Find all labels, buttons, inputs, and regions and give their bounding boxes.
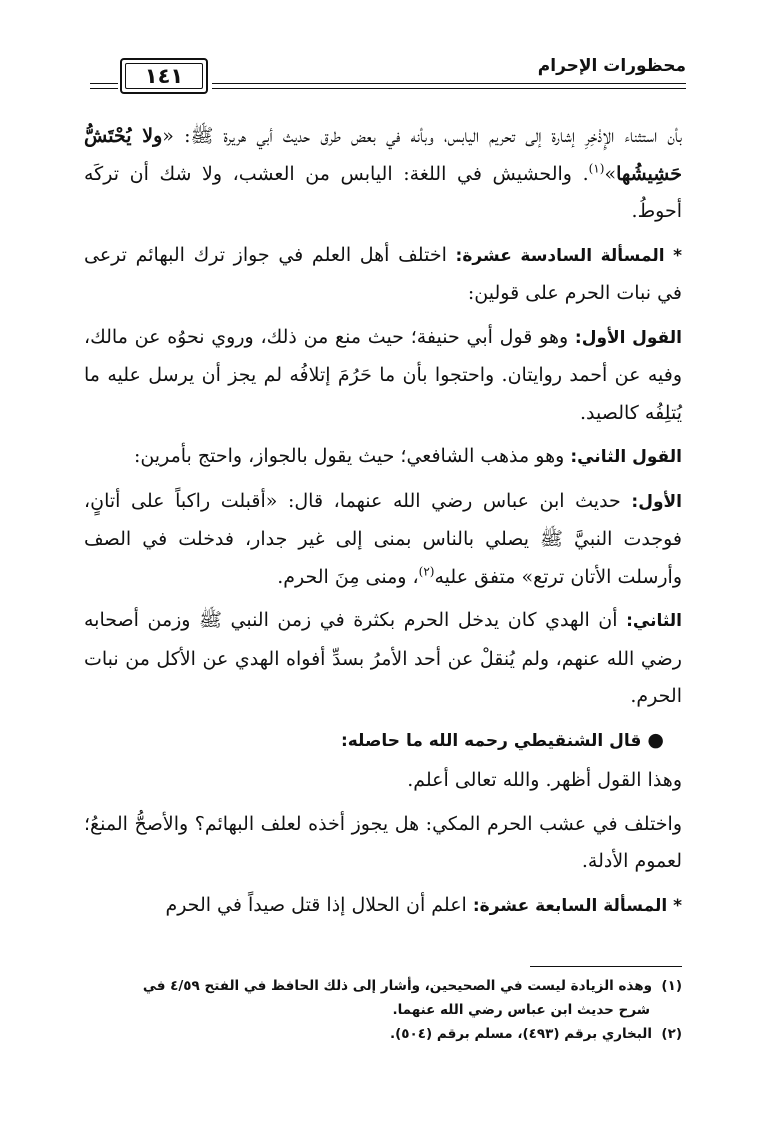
p6-text: أن الهدي كان يدخل الحرم بكثرة في زمن النبي ﷺ وزمن أصحابه رضي الله عنهم، ولم يُنقلْ عن أحد الأمرُ بسدِّ أفواه الهدي عن الأكل من نبات الحرم. — [84, 609, 682, 707]
paragraph-7 — [84, 722, 682, 761]
p1-quote: ولا يُحْتَشُّ حَشِيشُها — [84, 125, 682, 185]
p9-text: واختلف في عشب الحرم المكي: هل يجوز أخذه لعلف البهائم؟ والأصحُّ المنعُ؛ لعموم الأدلة. — [84, 812, 682, 872]
p5-text: حديث ابن عباس رضي الله عنهما، قال: «أقبلت راكباً على أتانٍ، فوجدت النبيَّ ﷺ يصلي بالناس بمنى إلى غير جدار، فدخلت في الصف وأرسلت الأتان ترتع» متفق عليه — [84, 489, 682, 588]
footnote-1-number: (١) — [661, 978, 682, 994]
paragraph-6 — [84, 602, 682, 716]
footnote-ref-2[interactable]: (٢) — [418, 564, 435, 579]
issue-17-heading: * المسألة السابعة عشرة: — [472, 895, 682, 916]
bullet-icon: ● — [647, 728, 664, 751]
p4-text: وهو مذهب الشافعي؛ حيث يقول بالجواز، واحتج بأمرين: — [133, 445, 571, 467]
footnote-separator — [530, 966, 682, 967]
shinqiti-heading: قال الشنقيطي رحمه الله ما حاصله: — [340, 730, 642, 751]
first-proof-heading: الأول: — [631, 491, 682, 512]
p3-text: وهو قول أبي حنيفة؛ حيث منع من ذلك، وروي نحوُه عن مالك، وفيه عن أحمد روايتان. واحتجوا بأن ما حَرُمَ إتلافُه لم يجز أن يرسل عليه ما يُتلِفُه كالصيد. — [84, 325, 682, 424]
footnote-ref-1[interactable]: (١) — [588, 161, 605, 176]
paragraph-5 — [84, 483, 682, 597]
second-opinion-heading: القول الثاني: — [570, 447, 682, 467]
footnote-2-text: البخاري برقم (٤٩٣)، مسلم برقم (٥٠٤). — [389, 1026, 652, 1042]
p8-text: وهذا القول أظهر. والله تعالى أعلم. — [407, 769, 682, 791]
footnote-1-continued — [84, 998, 682, 1022]
header-rule — [212, 83, 686, 84]
paragraph-1 — [84, 118, 682, 231]
issue-16-heading: * المسألة السادسة عشرة: — [455, 245, 682, 266]
p1-quote-close: » — [604, 162, 617, 185]
footnote-1-cont-text: شرح حديث ابن عباس رضي الله عنهما. — [392, 1002, 650, 1018]
footnote-1-text: وهذه الزيادة ليست في الصحيحين، وأشار إلى ذلك الحافظ في الفتح ٤/٥٩ في — [142, 978, 652, 994]
paragraph-10 — [84, 887, 682, 926]
p1-text: بأن استثناء الإِذْخِرِ إشارة إلى تحريم اليابس، وبأنه في بعض طرق حديث أبي هريرة ﷺ: « — [162, 125, 683, 147]
page-header — [86, 58, 686, 98]
footnote-2-number: (٢) — [661, 1026, 682, 1042]
header-rule-left-thin — [90, 88, 118, 89]
header-rule-thin — [212, 88, 686, 89]
footnote-1 — [84, 974, 682, 998]
second-proof-heading: الثاني: — [626, 611, 682, 631]
footnote-2 — [84, 1022, 682, 1046]
main-text — [84, 118, 682, 927]
paragraph-4 — [84, 438, 682, 477]
page-number: ١٤١ — [144, 64, 184, 88]
running-title: محظورات الإحرام — [530, 56, 686, 76]
p10-text: اعلم أن الحلال إذا قتل صيداً في الحرم — [165, 893, 473, 916]
paragraph-3 — [84, 319, 682, 433]
p5-rest: ، ومنى مِنَ الحرم. — [277, 565, 419, 588]
paragraph-2 — [84, 237, 682, 313]
header-rule-left — [90, 83, 118, 84]
first-opinion-heading: القول الأول: — [574, 327, 683, 348]
footnotes — [84, 974, 682, 1046]
paragraph-8 — [84, 762, 682, 800]
page-number-box — [120, 58, 208, 94]
paragraph-9 — [84, 806, 682, 881]
p1-rest: . والحشيش في اللغة: اليابس من العشب، ولا شك أن تركَه أحوطُ. — [84, 162, 682, 222]
p2-text: اختلف أهل العلم في جواز ترك البهائم ترعى في نبات الحرم على قولين: — [84, 243, 682, 304]
